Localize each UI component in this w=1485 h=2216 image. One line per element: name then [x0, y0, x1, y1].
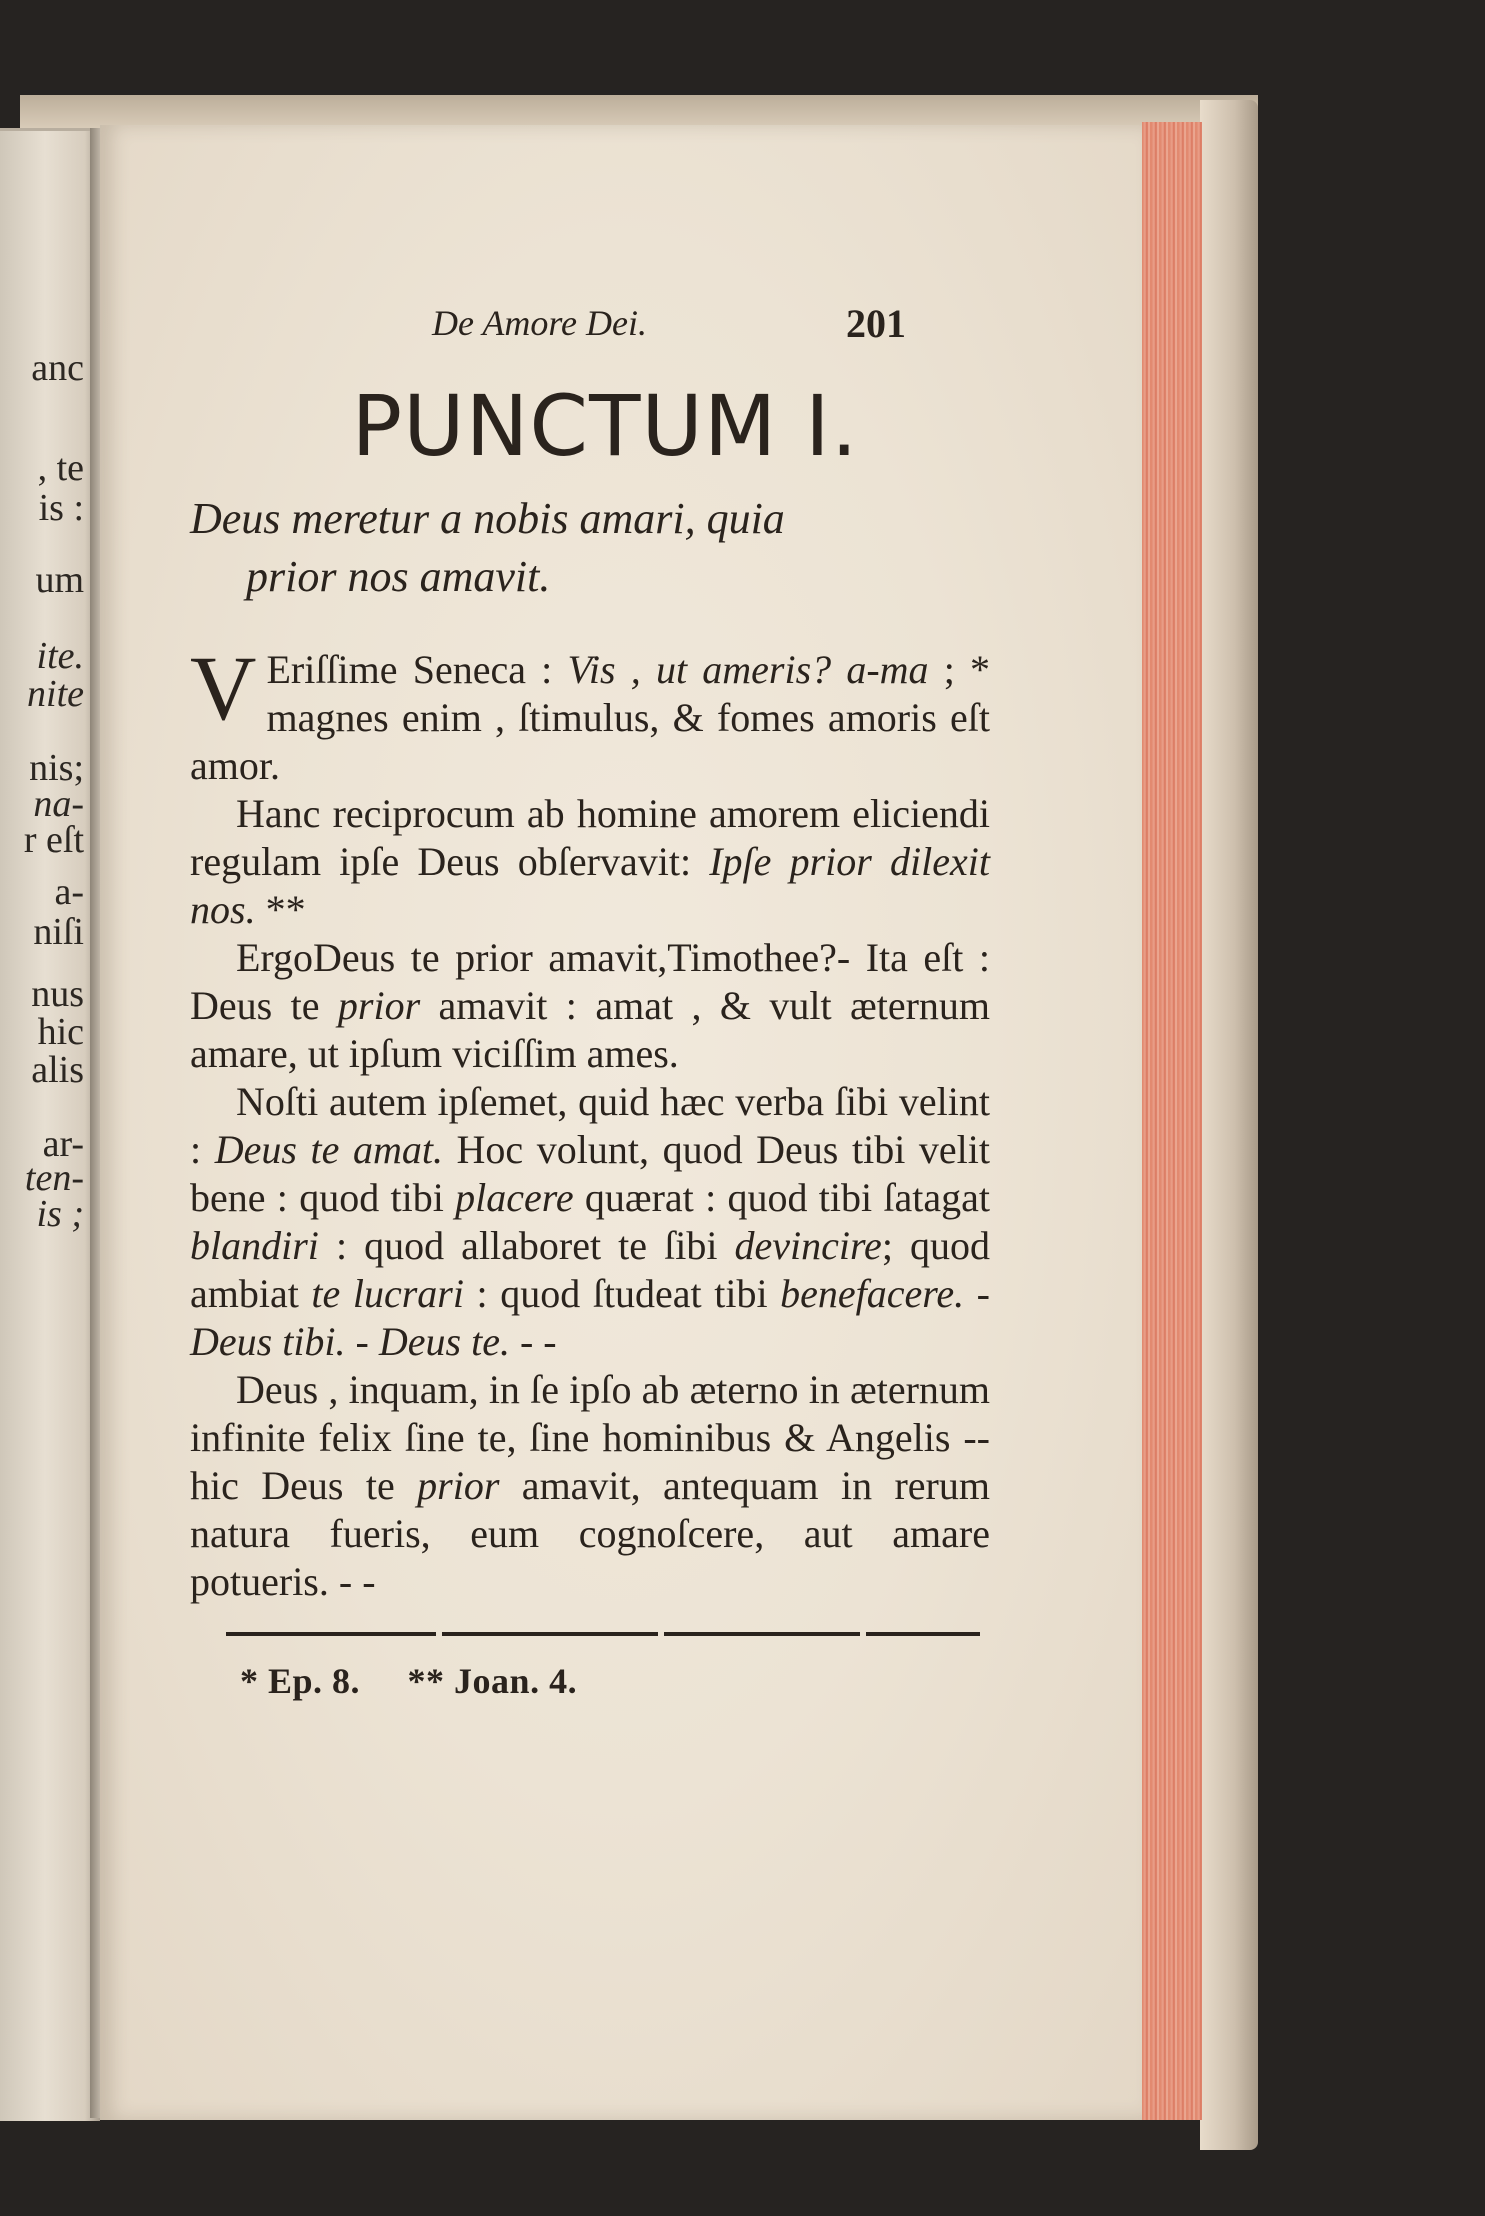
p4-text-2: Hoc volunt, quod Deus tibi velit bene : quod tibi	[190, 1127, 990, 1220]
p4-italic-6: benefacere. - Deus tibi. - Deus te. - -	[190, 1271, 990, 1364]
p5-text: Deus , inquam, in ſe ipſo ab æterno in æternum infinite felix ſine te, ſine hominibus & Angelis -- hic Deus te	[190, 1367, 990, 1508]
left-page-fragment: nis;	[29, 747, 84, 789]
p4-text: Noſti autem ipſemet, quid hæc verba ſibi velint :	[190, 1079, 990, 1172]
paragraph-4	[190, 1078, 990, 1366]
left-page-fragment: nite	[27, 673, 84, 715]
right-page	[100, 125, 1142, 2120]
left-page-fragment: ar-	[42, 1123, 84, 1165]
footnotes	[190, 1660, 990, 1702]
rule-segment	[664, 1632, 860, 1636]
paragraph-2	[190, 790, 990, 934]
paragraph-5	[190, 1366, 990, 1606]
footnote-rule	[190, 1628, 990, 1642]
left-page-fragment: ten-	[24, 1157, 84, 1199]
p4-italic-2: placere	[455, 1175, 574, 1220]
p5-text-2: amavit, antequam in rerum natura fueris, eum cognoſcere, aut amare potueris. - -	[190, 1463, 990, 1604]
p4-italic-5: te lucrari	[311, 1271, 464, 1316]
running-head	[190, 300, 990, 360]
rule-segment	[866, 1632, 980, 1636]
section-subtitle	[190, 490, 990, 606]
left-page-fragment: ite.	[36, 635, 84, 677]
left-page-fragment: niſi	[33, 911, 84, 953]
p4-italic-3: blandiri	[190, 1223, 319, 1268]
p2-italic: Ipſe prior dilexit nos.	[190, 839, 990, 932]
p3-italic: prior	[337, 983, 421, 1028]
page-number: 201	[846, 301, 906, 346]
p5-italic: prior	[417, 1463, 500, 1508]
p4-italic-4: devincire	[734, 1223, 882, 1268]
p1-text: Eriſſime Seneca :	[266, 647, 568, 692]
left-page	[0, 128, 100, 2121]
left-page-fragment: anc	[31, 347, 84, 389]
p4-text-4: : quod allaboret te ſibi	[318, 1223, 735, 1268]
left-page-fragment: , te	[37, 447, 84, 489]
p2-text-2: **	[255, 887, 306, 932]
left-page-fragment: na-	[33, 783, 84, 825]
p3-text: ErgoDeus te prior amavit,Timothee?- Ita eſt : Deus te	[190, 935, 990, 1028]
left-page-fragment: alis	[31, 1049, 84, 1091]
left-page-fragment: um	[35, 559, 84, 601]
left-page-fragment: is ;	[36, 1193, 84, 1235]
footnote-2: ** Joan. 4.	[407, 1661, 578, 1701]
left-page-fragment: hic	[37, 1011, 84, 1053]
text-block	[190, 300, 990, 1702]
p1-italic: Vis , ut ameris? a-ma	[567, 647, 929, 692]
paragraph-3	[190, 934, 990, 1078]
section-heading: PUNCTUM I.	[351, 377, 859, 475]
footnote-1: * Ep. 8.	[240, 1661, 361, 1701]
subtitle-line-2: prior nos amavit.	[246, 552, 551, 601]
running-title: De Amore Dei.	[432, 303, 647, 343]
book-cover-edge	[1200, 100, 1258, 2150]
left-page-fragment: nus	[31, 973, 84, 1015]
book-top-edge	[20, 95, 1258, 128]
p4-italic: Deus te amat.	[214, 1127, 443, 1172]
paragraph-1	[190, 637, 991, 790]
subtitle-line-1: Deus meretur a nobis amari, quia	[190, 494, 785, 543]
p3-text-2: amavit : amat , & vult æternum amare, ut ipſum viciſſim ames.	[190, 983, 990, 1076]
p4-text-5: ; quod ambiat	[190, 1223, 990, 1316]
left-page-fragment: is :	[38, 487, 84, 529]
drop-cap: V	[190, 637, 257, 739]
p2-text: Hanc reciprocum ab homine amorem eliciendi regulam ipſe Deus obſervavit:	[190, 791, 990, 884]
left-page-fragment: r eſt	[23, 819, 84, 861]
rule-segment	[442, 1632, 658, 1636]
page-fore-edge	[1142, 122, 1202, 2120]
left-page-fragment: a-	[54, 871, 84, 913]
p4-text-3: quærat : quod tibi ſatagat	[573, 1175, 990, 1220]
p1-text-2: ; * magnes enim , ſtimulus, & fomes amoris eſt amor.	[190, 647, 991, 788]
rule-segment	[226, 1632, 436, 1636]
p4-text-6: : quod ſtudeat tibi	[463, 1271, 781, 1316]
